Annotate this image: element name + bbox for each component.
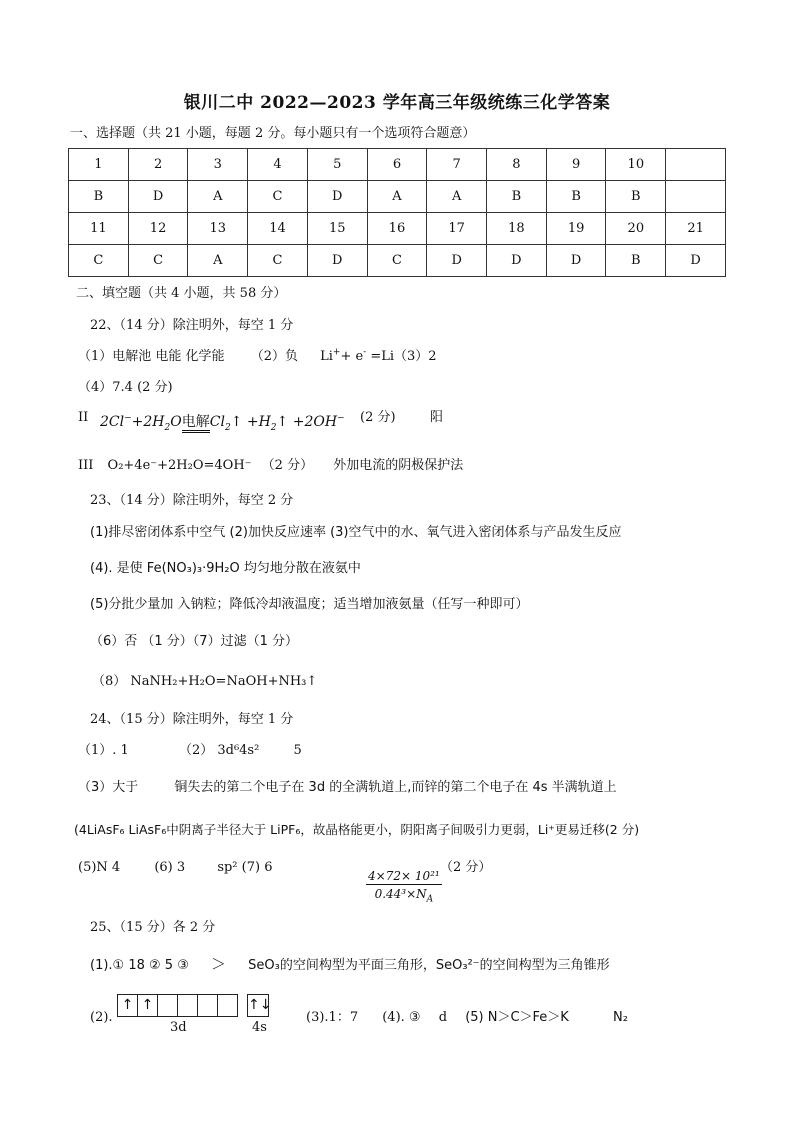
page-title: 银川二中 2022—2023 学年高三年级统练三化学答案	[183, 93, 611, 113]
orbital-3d-cell	[157, 994, 178, 1017]
q22-eq-pole: 阳	[430, 410, 444, 425]
table-cell: 11	[69, 213, 129, 245]
eq-tail: ↑ +2OH	[276, 414, 338, 430]
table-cell: D	[307, 245, 367, 277]
q25-line1-gt: ＞	[211, 955, 227, 973]
table-cell: A	[427, 181, 487, 213]
orbital-3d-cell	[217, 994, 238, 1017]
q22-roman2: II	[78, 410, 89, 425]
answer-table	[68, 148, 726, 277]
q23-line2: (4). 是使 Fe(NO₃)₃·9H₂O 均匀地分散在液氨中	[90, 561, 361, 576]
q22-line1-a: （1）电解池 电能 化学能	[78, 349, 225, 364]
table-cell: A	[367, 181, 427, 213]
q22-line3-score: （2 分）	[261, 458, 314, 473]
orbital-4s-cell: ↑↓	[247, 994, 269, 1017]
q22-line2: （4）7.4 (2 分)	[78, 380, 173, 395]
table-row	[69, 181, 726, 213]
table-cell: 17	[427, 213, 487, 245]
q22-line3-eq: O₂+4e⁻+2H₂O=4OH⁻	[107, 458, 252, 473]
table-cell: 10	[606, 149, 666, 181]
eq-mid: +2H	[131, 414, 165, 430]
orbital-4s-label: 4s	[252, 1020, 267, 1035]
q22-eq-score: (2 分)	[360, 410, 396, 425]
table-cell: 19	[546, 213, 606, 245]
table-cell	[666, 181, 726, 213]
table-cell: B	[606, 181, 666, 213]
table-cell: D	[307, 181, 367, 213]
table-cell: 14	[248, 213, 308, 245]
q24-line4	[78, 860, 272, 876]
table-cell: 5	[307, 149, 367, 181]
q24-density-fraction	[366, 868, 442, 903]
q24-line2-b: 铜失去的第二个电子在 3d 的全满轨道上,而锌的第二个电子在 4s 半满轨道上	[174, 780, 617, 795]
q24-line4-c: sp² (7) 6	[217, 860, 273, 875]
table-cell: B	[606, 245, 666, 277]
fraction-subscript: A	[426, 894, 434, 905]
table-cell	[666, 149, 726, 181]
q22-line1: （1）电解池 电能 化学能 （2）负 Li++ e- =Li（3）2	[78, 347, 437, 364]
orbital-3d-cell: ↑	[117, 994, 138, 1017]
table-cell: B	[487, 181, 547, 213]
table-cell: 7	[427, 149, 487, 181]
eq-o: O	[170, 414, 182, 430]
q22-line1-d: =Li（3）2	[366, 349, 437, 364]
q25-line2-f: (5) N＞C＞Fe＞K	[465, 1010, 569, 1025]
q25-header: 25、（15 分）各 2 分	[90, 920, 216, 935]
orbital-3d-box	[118, 994, 238, 1017]
table-cell: C	[248, 181, 308, 213]
table-cell: 8	[487, 149, 547, 181]
table-cell: 21	[666, 213, 726, 245]
table-cell: D	[427, 245, 487, 277]
q25-line1	[90, 956, 610, 974]
table-cell: 16	[367, 213, 427, 245]
table-row	[69, 245, 726, 277]
table-cell: 12	[128, 213, 188, 245]
eq-h: ↑ +H	[230, 414, 271, 430]
table-cell: 2	[128, 149, 188, 181]
table-row	[69, 149, 726, 181]
table-cell: 4	[248, 149, 308, 181]
q24-header: 24、（15 分）除注明外，每空 1 分	[90, 712, 294, 727]
q22-line3	[78, 458, 463, 474]
eq-condition: 电解	[182, 414, 210, 433]
table-cell: 13	[188, 213, 248, 245]
q25-line1-b: SeO₃的空间构型为平面三角形，SeO₃²⁻的空间构型为三角锥形	[248, 958, 610, 973]
table-cell: D	[666, 245, 726, 277]
q22-roman3: III	[78, 458, 94, 473]
table-cell: 15	[307, 213, 367, 245]
q24-line2	[78, 780, 617, 796]
table-cell: D	[128, 181, 188, 213]
q24-frac-score: （2 分）	[440, 860, 492, 875]
section2-heading: 二、填空题（共 4 小题，共 58 分）	[76, 286, 287, 301]
table-cell: 20	[606, 213, 666, 245]
orbital-3d-cell: ↑	[137, 994, 158, 1017]
table-cell: 18	[487, 213, 547, 245]
q23-line5: （8） NaNH₂+H₂O=NaOH+NH₃↑	[92, 674, 318, 689]
table-cell: A	[188, 245, 248, 277]
q24-line1-c: 5	[293, 743, 302, 758]
q22-header: 22、（14 分）除注明外，每空 1 分	[90, 318, 294, 333]
q25-line2-label: (2).	[90, 1010, 113, 1025]
table-cell: B	[69, 181, 129, 213]
eq-left: 2Cl	[100, 414, 125, 430]
table-cell: 3	[188, 149, 248, 181]
q22-electrolysis-equation: $2Cl^-+2H_2O$电解$Cl_2↑$ $+H_2↑ +2OH^-$	[100, 413, 345, 433]
q23-line3: (5)分批少量加 入钠粒；降低冷却液温度；适当增加液氨量（任写一种即可）	[90, 597, 529, 612]
table-cell: 6	[367, 149, 427, 181]
q25-line2-d: (4). ③	[382, 1010, 421, 1025]
orbital-3d-cell	[177, 994, 198, 1017]
q23-header: 23、（14 分）除注明外，每空 2 分	[90, 493, 294, 508]
q23-line1: (1)排尽密闭体系中空气 (2)加快反应速率 (3)空气中的水、氧气进入密闭体系与产品发生反应	[90, 525, 622, 540]
fraction-numerator: 4×72× 10²¹	[368, 869, 440, 883]
table-cell: A	[188, 181, 248, 213]
eq-cl: Cl	[209, 414, 225, 430]
fraction-denominator: 0.44³×N	[374, 887, 427, 901]
q22-line1-c: + e	[340, 349, 364, 364]
q25-line2-g: N₂	[612, 1010, 628, 1025]
q24-line4-b: (6) 3	[154, 860, 186, 875]
orbital-3d-label: 3d	[170, 1020, 187, 1035]
q22-line1-b: （2）负	[250, 349, 298, 364]
table-cell: B	[546, 181, 606, 213]
table-cell: C	[128, 245, 188, 277]
q24-line4-a: (5)N 4	[78, 860, 121, 875]
table-cell: D	[546, 245, 606, 277]
table-cell: C	[248, 245, 308, 277]
table-cell: C	[367, 245, 427, 277]
orbital-4s-box	[248, 994, 272, 1017]
q24-line1	[78, 743, 302, 759]
q25-line2-rest	[306, 1010, 628, 1026]
q23-line4: （6）否 （1 分）（7）过滤（1 分）	[90, 634, 298, 649]
table-cell: C	[69, 245, 129, 277]
orbital-3d-cell	[197, 994, 218, 1017]
section1-heading: 一、选择题（共 21 小题，每题 2 分。每小题只有一个选项符合题意）	[70, 126, 476, 141]
table-row	[69, 213, 726, 245]
q25-line2-e: d	[438, 1010, 448, 1025]
q22-line3-method: 外加电流的阴极保护法	[333, 458, 464, 473]
q24-line1-a: （1）. 1	[78, 743, 129, 758]
q24-line3: (4LiAsF₆ LiAsF₆中阴离子半径大于 LiPF₆，故晶格能更小，阴阳离子间吸引力更弱，Li⁺更易迁移(2 分)	[74, 822, 640, 837]
q25-line1-a: (1).① 18 ② 5 ③	[90, 958, 189, 973]
q24-line1-b: （2） 3d⁶4s²	[178, 743, 260, 758]
table-cell: D	[487, 245, 547, 277]
table-cell: 9	[546, 149, 606, 181]
table-cell: 1	[69, 149, 129, 181]
q24-line2-a: （3）大于	[78, 780, 139, 795]
q25-line2-c: (3).1：7	[306, 1010, 359, 1025]
